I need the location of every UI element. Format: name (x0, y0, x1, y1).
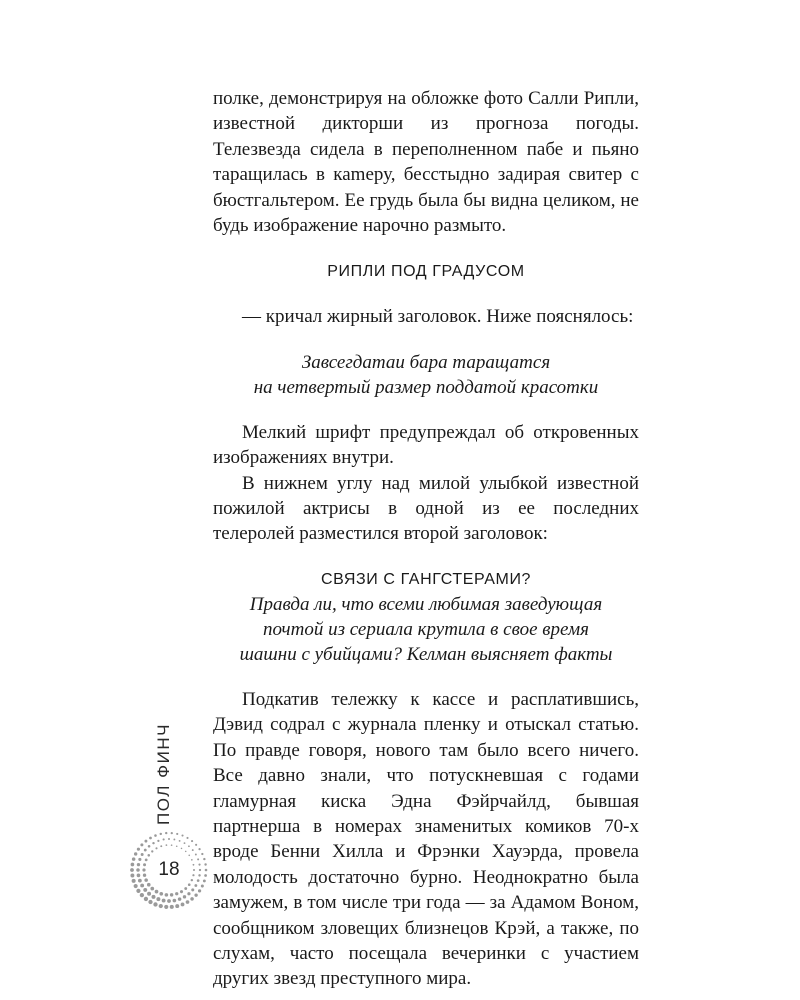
paragraph-2: — кричал жирный заголовок. Ниже пояснялось: (242, 306, 634, 328)
headline-gangsters: СВЯЗИ С ГАНГСТЕРАМИ? (320, 570, 532, 588)
subheadline-1-line-1: Завсегдатаи бара таращатся (301, 351, 551, 373)
page-number: 18 (158, 859, 180, 880)
subheadline-1-line-2: на четвертый размер поддатой красотки (253, 376, 599, 398)
author-name: ПОЛ ФИНЧ (154, 723, 174, 825)
paragraph-3: Мелкий шрифт предупреждал об откровенных изображениях внутри. (213, 421, 639, 469)
running-head-author (148, 724, 180, 824)
subheadline-2-line-3: шашни с убийцами? Келман выясняет факты (239, 643, 613, 665)
headline-ripley: РИПЛИ ПОД ГРАДУСОМ (327, 263, 525, 281)
paragraph-5: Подкатив тележку к кассе и расплатившись, Дэвид содрал с журнала пленку и отыскал статью. По правде говоря, нового там было всего ничего. Все давно знали, что потускневшая с годами гламурная киска Эдна Фэйрчайлд, бывшая партнерша в номерах знаменитых комиков 70-х вроде Бенни Хилла и Фрэнки Хауэрда, провела молодость достаточно бурно. Неоднократно была замужем, в том числе три года — за Адамом Воном, сообщником зловещих близнецов Крэй, а также, по слухам, часто посещала вечеринки с участием других звезд преступного мира. (213, 688, 639, 990)
page-number-badge (126, 827, 212, 913)
paragraph-4: В нижнем углу над милой улыбкой известной пожилой актрисы в одной из ее последних телеролей разместился второй заголовок: (213, 472, 639, 545)
subheadline-2-line-2: почтой из сериала крутила в свое время (263, 618, 589, 640)
paragraph-1: полке, демонстрируя на обложке фото Салли Рипли, известной дикторши из прогноза погоды. Телезвезда сидела в переполненном пабе и пьяно таращилась в каmеру, бесстыдно задирая свитер с бюстгальтером. Ее грудь была бы видна целиком, не будь изображение нарочно размыто. (213, 88, 639, 237)
subheadline-2-line-1: Правда ли, что всеми любимая заведующая (249, 593, 603, 615)
page-body (213, 86, 639, 992)
